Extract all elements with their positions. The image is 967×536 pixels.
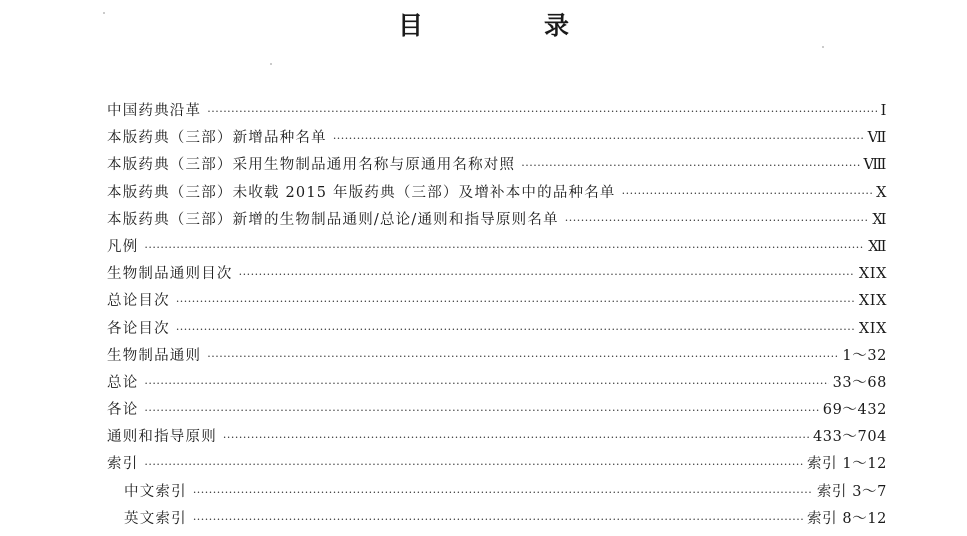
dot-leader [622,180,872,207]
dot-leader [176,288,855,315]
dot-leader [144,234,864,261]
toc-entry[interactable] [107,316,887,343]
dot-leader [207,98,876,125]
dot-leader [176,316,855,343]
toc-entry-label: 英文索引 [124,510,187,527]
toc-entry-page: Ⅰ [880,103,887,119]
toc-entry-label: 总论 [107,374,139,391]
toc-entry-page: Ⅷ [863,157,887,174]
toc-entry-label: 各论 [107,402,139,419]
toc-entry-page: Ⅺ [872,211,887,228]
toc-entry-page: Ⅻ [868,238,887,255]
toc-entry-page: 69～432 [822,402,887,419]
toc-entry[interactable] [107,424,887,451]
dot-leader [521,152,859,179]
toc-entry-label: 生物制品通则 [107,347,202,364]
scan-speck [270,63,272,65]
dot-leader [193,506,803,533]
toc-entry-label: 通则和指导原则 [107,429,217,446]
page-title: 目 录 [397,11,617,40]
toc-entry-label: 中国药典沿革 [107,103,202,119]
toc-entry-label: 凡例 [107,238,139,255]
toc-entry-page: XIX [858,320,887,337]
toc-entry-label: 总论目次 [107,293,170,310]
toc-entry-page: 索引 8～12 [807,510,887,527]
toc-entry-label: 生物制品通则目次 [107,266,233,283]
dot-leader [223,424,809,451]
toc-entry-label: 各论目次 [107,320,170,337]
toc-entry-page: 索引 1～12 [807,456,887,473]
toc-entry-page: 索引 3～7 [816,483,887,500]
dot-leader [144,397,818,424]
toc-entry[interactable] [107,234,887,261]
toc-entry[interactable] [107,152,887,179]
toc-entry[interactable] [107,125,887,152]
dot-leader [565,207,869,234]
toc-entry[interactable] [107,370,887,397]
dot-leader [144,370,828,397]
toc-entry-page: Ⅹ [876,184,887,201]
toc-entry[interactable] [107,180,887,207]
dot-leader [333,125,864,152]
table-of-contents [107,98,887,533]
dot-leader [239,261,855,288]
toc-entry-label: 中文索引 [124,483,187,500]
dot-leader [144,451,803,478]
toc-entry-label: 本版药典（三部）采用生物制品通用名称与原通用名称对照 [107,157,516,174]
dot-leader [193,479,813,506]
toc-entry-label: 本版药典（三部）未收载 2015 年版药典（三部）及增补本中的品种名单 [107,184,616,201]
toc-entry[interactable] [107,288,887,315]
toc-entry[interactable] [107,343,887,370]
toc-entry-label: 本版药典（三部）新增的生物制品通则/总论/通则和指导原则名单 [107,211,559,228]
toc-sub-entry[interactable] [107,506,887,533]
dot-leader [207,343,838,370]
toc-entry[interactable] [107,207,887,234]
toc-entry-page: 33～68 [832,374,887,391]
toc-entry-label: 本版药典（三部）新增品种名单 [107,130,327,147]
toc-entry[interactable] [107,451,887,478]
toc-entry-page: 433～704 [812,429,887,446]
toc-entry-page: 1～32 [842,347,887,364]
toc-entry[interactable] [107,98,887,125]
toc-entry-page: XIX [858,293,887,310]
toc-entry-label: 索引 [107,456,139,473]
scan-speck [822,46,824,48]
toc-entry[interactable] [107,261,887,288]
toc-entry-page: Ⅶ [867,130,887,147]
toc-entry[interactable] [107,397,887,424]
toc-entry-page: XIX [858,266,887,283]
toc-sub-entry[interactable] [107,479,887,506]
